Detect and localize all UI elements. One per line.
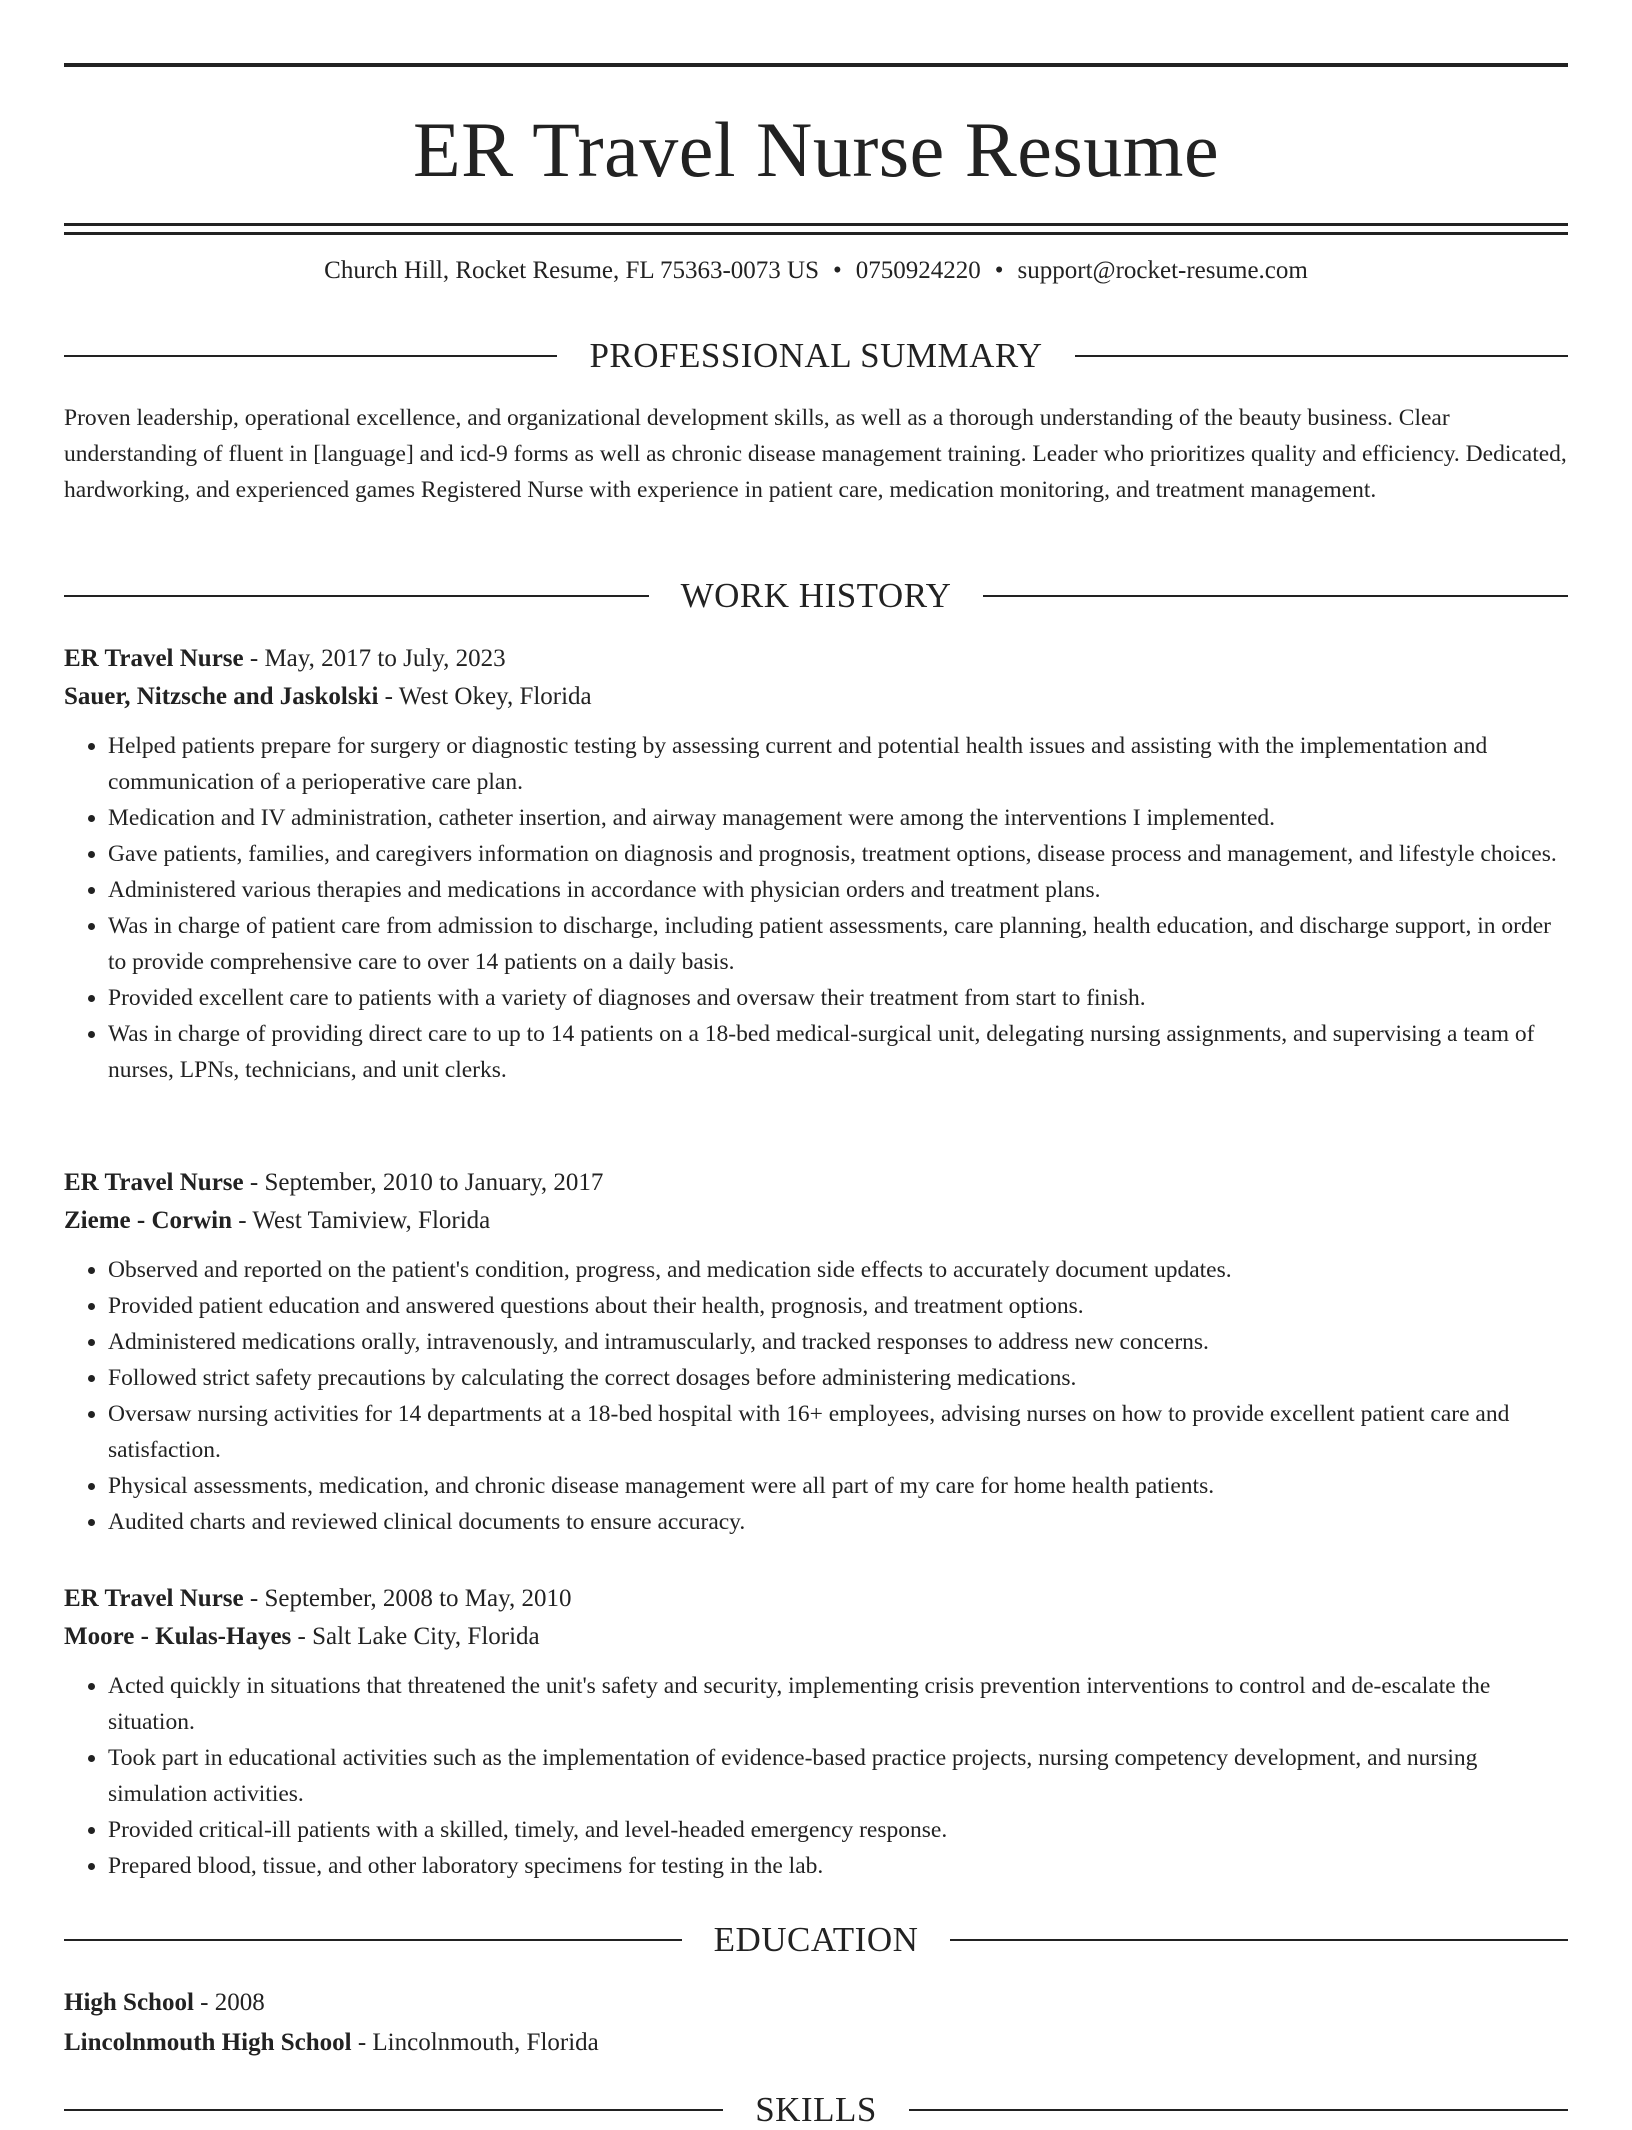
duty-item: • Provided patient education and answered questions about their health, prognosis, and treatment options. (108, 1288, 1568, 1324)
education-degree: High School (64, 1989, 194, 2016)
duty-item: • Medication and IV administration, catheter insertion, and airway management were among the interventions I implemented. (108, 800, 1568, 836)
heading-rule (950, 1939, 1568, 1941)
duty-item: • Provided excellent care to patients with a variety of diagnoses and oversaw their treatment from start to finish. (108, 980, 1568, 1016)
job-duties (64, 1252, 1568, 1540)
top-rule (64, 63, 1568, 67)
job-dates: - September, 2010 to January, 2017 (243, 1169, 604, 1196)
education-location: - Lincolnmouth, Florida (351, 2029, 599, 2056)
heading-rule (64, 1939, 682, 1941)
education-school: Lincolnmouth High School (64, 2029, 352, 2056)
job-dates: - September, 2008 to May, 2010 (243, 1585, 572, 1612)
contact-separator: • (833, 257, 842, 284)
contact-address: Church Hill, Rocket Resume, FL 75363-0073 US (324, 257, 820, 284)
duty-item: • Observed and reported on the patient's condition, progress, and medication side effects to accurately document updates. (108, 1252, 1568, 1288)
education-year: - 2008 (193, 1989, 265, 2016)
section-title: EDUCATION (713, 1920, 919, 1959)
duty-item: • Administered various therapies and medications in accordance with physician orders and treatment plans. (108, 872, 1568, 908)
contact-phone: 0750924220 (855, 257, 981, 284)
title-rule-upper (64, 223, 1568, 226)
job-title: ER Travel Nurse (64, 1585, 244, 1612)
heading-rule (64, 595, 649, 597)
job-title: ER Travel Nurse (64, 1169, 244, 1196)
duty-item: • Was in charge of providing direct care to up to 14 patients on a 18-bed medical-surgical unit, delegating nursing assignments, and supervising a team of nurses, LPNs, technicians, and unit clerks. (108, 1016, 1568, 1088)
duty-item: • Prepared blood, tissue, and other laboratory specimens for testing in the lab. (108, 1848, 1568, 1884)
summary-text: Proven leadership, operational excellence, and organizational development skills, as well as a thorough understanding of the beauty business. Clear understanding of fluent in [language] and icd-9 forms as well as chronic disease management training. Leader who prioritizes quality and efficiency. Dedicated, hardworking, and experienced games Registered Nurse with experience in patient care, medication monitoring, and treatment management. (64, 405, 1567, 503)
job-title-line (64, 1164, 1568, 1202)
section-heading-work (64, 576, 1568, 616)
job-duties (64, 728, 1568, 1088)
duty-item: • Provided critical-ill patients with a skilled, timely, and level-headed emergency response. (108, 1812, 1568, 1848)
job-location: - West Okey, Florida (378, 683, 592, 710)
job-entry (64, 1580, 1568, 1884)
resume-title: ER Travel Nurse Resume (412, 106, 1220, 193)
job-entry (64, 1164, 1568, 1540)
job-employer: Zieme - Corwin (64, 1207, 233, 1234)
contact-line (64, 254, 1568, 288)
job-employer: Sauer, Nitzsche and Jaskolski (64, 683, 379, 710)
duty-item: • Audited charts and reviewed clinical documents to ensure accuracy. (108, 1504, 1568, 1540)
heading-rule (983, 595, 1568, 597)
job-employer: Moore - Kulas-Hayes (64, 1623, 292, 1650)
section-title: SKILLS (755, 2090, 877, 2129)
job-entry (64, 640, 1568, 1088)
job-employer-line (64, 1202, 1568, 1240)
duty-item: • Gave patients, families, and caregivers information on diagnosis and prognosis, treatment options, disease process and management, and lifestyle choices. (108, 836, 1568, 872)
duty-item: • Physical assessments, medication, and chronic disease management were all part of my care for home health patients. (108, 1468, 1568, 1504)
education-entry (64, 1983, 1568, 2063)
title-block (64, 63, 1568, 235)
heading-rule (909, 2109, 1568, 2111)
duty-item: • Was in charge of patient care from admission to discharge, including patient assessments, care planning, health education, and discharge support, in order to provide comprehensive care to over 14 patients on a daily basis. (108, 908, 1568, 980)
section-title: WORK HISTORY (680, 576, 952, 615)
job-title: ER Travel Nurse (64, 645, 244, 672)
job-employer-line (64, 678, 1568, 716)
education-degree-line (64, 1983, 1568, 2023)
duty-item: • Administered medications orally, intravenously, and intramuscularly, and tracked responses to address new concerns. (108, 1324, 1568, 1360)
heading-rule (1075, 355, 1568, 357)
job-duties (64, 1668, 1568, 1884)
duty-item: • Followed strict safety precautions by calculating the correct dosages before administering medications. (108, 1360, 1568, 1396)
duty-item: • Took part in educational activities such as the implementation of evidence-based practice projects, nursing competency development, and nursing simulation activities. (108, 1740, 1568, 1812)
job-title-line (64, 1580, 1568, 1618)
job-location: - West Tamiview, Florida (232, 1207, 491, 1234)
section-heading-skills (64, 2090, 1568, 2130)
education-school-line (64, 2023, 1568, 2063)
contact-email: support@rocket-resume.com (1017, 257, 1308, 284)
section-heading-summary (64, 336, 1568, 376)
duty-item: • Helped patients prepare for surgery or diagnostic testing by assessing current and potential health issues and assisting with the implementation and communication of a perioperative care plan. (108, 728, 1568, 800)
heading-rule (64, 2109, 723, 2111)
duty-item: • Acted quickly in situations that threatened the unit's safety and security, implementing crisis prevention interventions to control and de-escalate the situation. (108, 1668, 1568, 1740)
job-title-line (64, 640, 1568, 678)
job-employer-line (64, 1618, 1568, 1656)
duty-item: • Oversaw nursing activities for 14 departments at a 18-bed hospital with 16+ employees, advising nurses on how to provide excellent patient care and satisfaction. (108, 1396, 1568, 1468)
heading-rule (64, 355, 557, 357)
title-rule-lower (64, 232, 1568, 235)
job-location: - Salt Lake City, Florida (291, 1623, 540, 1650)
job-dates: - May, 2017 to July, 2023 (243, 645, 506, 672)
contact-separator: • (994, 257, 1004, 284)
section-heading-education (64, 1920, 1568, 1960)
section-title: PROFESSIONAL SUMMARY (589, 336, 1043, 375)
